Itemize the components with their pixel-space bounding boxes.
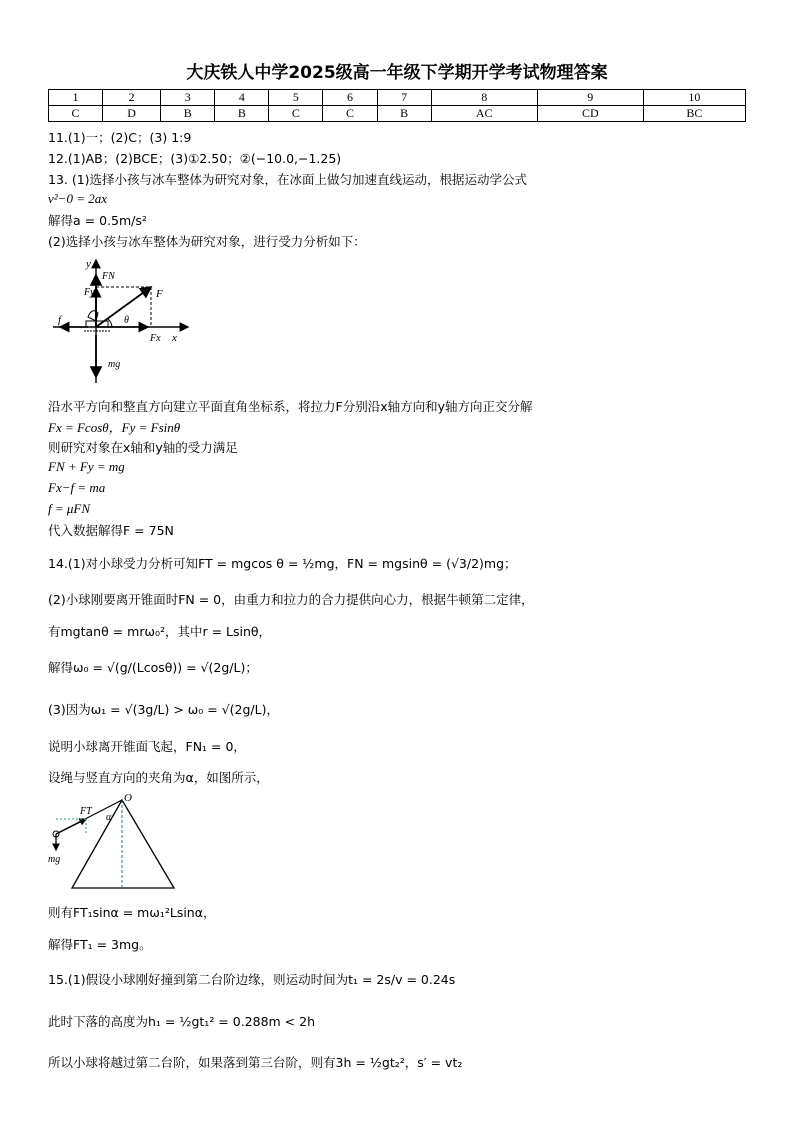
label-x: x — [172, 332, 177, 344]
answer-14-line-2: (2)小球刚要离开锥面时FN = 0，由重力和拉力的合力提供向心力，根据牛顿第二定律， — [48, 592, 534, 607]
answer-cell: BC — [643, 106, 745, 122]
answer-14-line-6: 说明小球离开锥面飞起，FN₁ = 0， — [48, 739, 246, 754]
answer-13-line-4: (2)选择小孩与冰车整体为研究对象，进行受力分析如下： — [48, 234, 366, 249]
answer-table — [48, 89, 746, 122]
label-Fx: Fx — [150, 333, 161, 344]
answer-11: 11.(1)一；(2)C；(3) 1:9 — [48, 130, 192, 145]
label-Fy: Fy — [84, 287, 95, 298]
answer-14-line-7: 设绳与竖直方向的夹角为α，如图所示， — [48, 770, 269, 785]
answer-13-line-11: 代入数据解得F = 75N — [48, 523, 174, 538]
question-number-cell: 10 — [643, 90, 745, 106]
answer-14-line-9: 解得FT₁ = 3mg。 — [48, 937, 152, 952]
label-O: O — [124, 792, 132, 804]
answer-13-line-10: f = μFN — [48, 501, 91, 516]
answer-15-line-1: 15.(1)假设小球刚好撞到第二台阶边缘，则运动时间为t₁ = 2s/v = 0.24s — [48, 972, 456, 987]
cone-diagram — [44, 792, 184, 892]
question-number-cell: 7 — [377, 90, 431, 106]
question-number-cell: 6 — [323, 90, 377, 106]
answer-14-line-8: 则有FT₁sinα = mω₁²Lsinα， — [48, 905, 216, 920]
question-number-cell: 9 — [537, 90, 643, 106]
answer-cell: AC — [431, 106, 537, 122]
answer-cell: C — [49, 106, 103, 122]
answer-13-line-2: v²−0 = 2ax — [48, 191, 107, 206]
label-theta: θ — [124, 315, 129, 326]
question-number-cell: 8 — [431, 90, 537, 106]
question-number-cell: 4 — [215, 90, 269, 106]
label-mg: mg — [108, 359, 121, 370]
question-number-cell: 3 — [161, 90, 215, 106]
answer-13-line-8: FN + Fy = mg — [48, 459, 125, 474]
answer-14-line-3: 有mgtanθ = mrω₀²，其中r = Lsinθ， — [48, 624, 272, 639]
tension-arrow — [56, 819, 86, 834]
answer-13-line-9: Fx−f = ma — [48, 480, 106, 495]
question-number-cell: 1 — [49, 90, 103, 106]
label-y: y — [86, 258, 91, 270]
question-number-cell: 5 — [269, 90, 323, 106]
page-title: 大庆铁人中学2025级高一年级下学期开学考试物理答案 — [186, 63, 608, 83]
answer-13-line-6: Fx = Fcosθ，Fy = Fsinθ — [48, 420, 181, 435]
answer-cell: C — [323, 106, 377, 122]
label-mg-2: mg — [48, 854, 61, 865]
answer-cell: D — [103, 106, 161, 122]
answer-cell: B — [377, 106, 431, 122]
answer-15-line-2: 此时下落的高度为h₁ = ½gt₁² = 0.288m < 2h — [48, 1014, 316, 1029]
label-f: f — [58, 314, 62, 326]
label-F: F — [156, 288, 163, 300]
question-number-cell: 2 — [103, 90, 161, 106]
answer-13-line-7: 则研究对象在x轴和y轴的受力满足 — [48, 440, 238, 455]
answer-14-line-1: 14.(1)对小球受力分析可知FT = mgcos θ = ½mg，FN = mgsinθ = (√3/2)mg； — [48, 556, 517, 571]
answer-cell: CD — [537, 106, 643, 122]
force-diagram-sled — [48, 255, 198, 390]
answer-13-line-3: 解得a = 0.5m/s² — [48, 213, 147, 228]
label-alpha: α — [106, 812, 112, 823]
label-FN: FN — [102, 271, 115, 282]
theta-arc — [108, 319, 112, 327]
answer-12: 12.(1)AB；(2)BCE；(3)①2.50；②(−10.0,−1.25) — [48, 151, 342, 166]
answer-15-line-3: 所以小球将越过第二台阶，如果落到第三台阶，则有3h = ½gt₂²，s′ = vt₂ — [48, 1055, 463, 1070]
answer-table-header-row — [49, 90, 746, 106]
answer-table-answer-row — [49, 106, 746, 122]
answer-cell: B — [215, 106, 269, 122]
answer-13-line-1: 13. (1)选择小孩与冰车整体为研究对象，在冰面上做匀加速直线运动，根据运动学公式 — [48, 172, 528, 187]
answer-cell: C — [269, 106, 323, 122]
label-FT: FT — [80, 806, 92, 817]
answer-13-line-5: 沿水平方向和整直方向建立平面直角坐标系，将拉力F分别沿x轴方向和y轴方向正交分解 — [48, 399, 533, 414]
answer-14-line-4: 解得ω₀ = √(g/(Lcosθ)) = √(2g/L)； — [48, 660, 258, 675]
answer-14-line-5: (3)因为ω₁ = √(3g/L) > ω₀ = √(2g/L)， — [48, 702, 279, 717]
answer-cell: B — [161, 106, 215, 122]
